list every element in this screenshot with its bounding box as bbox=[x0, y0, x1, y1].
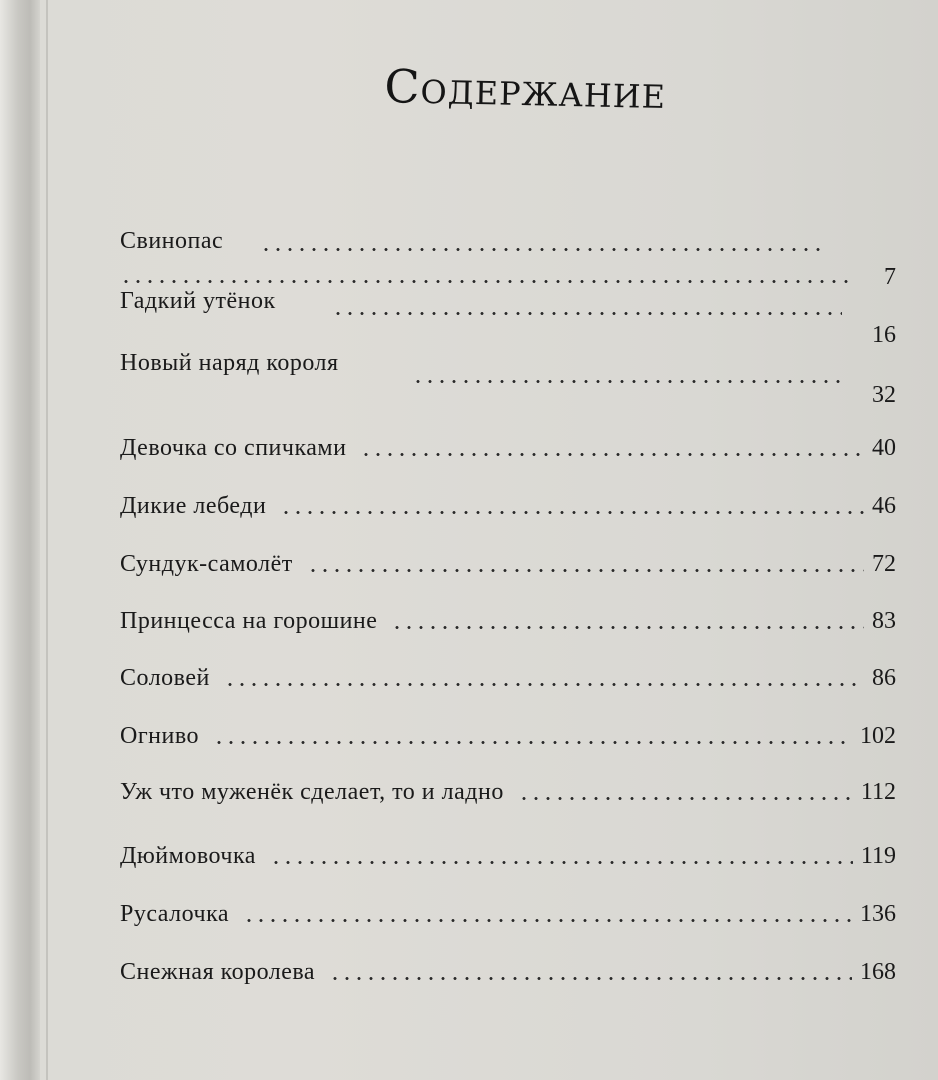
toc-entry-page: 40 bbox=[872, 435, 896, 461]
toc-entry-title: Новый наряд короля bbox=[120, 350, 339, 376]
toc-entry-title: Русалочка bbox=[120, 901, 230, 927]
toc-entry bbox=[120, 716, 896, 750]
toc-entry-title: Снежная королева bbox=[120, 959, 316, 985]
toc-entry bbox=[120, 952, 896, 986]
toc-leader-dots bbox=[213, 741, 852, 744]
toc-entry-page: 86 bbox=[872, 665, 896, 691]
toc-entry-page: 7 bbox=[884, 264, 896, 290]
toc-entry-page: 119 bbox=[860, 843, 896, 869]
toc-leader-dots bbox=[260, 248, 820, 251]
page-title: Содержание bbox=[383, 59, 667, 120]
toc-entry-title: Свинопас bbox=[120, 228, 224, 254]
toc-entry bbox=[120, 658, 896, 692]
toc-leader-dots bbox=[120, 280, 850, 283]
toc-entry-page: 16 bbox=[872, 322, 896, 348]
toc-entry bbox=[120, 772, 896, 806]
toc-entry-title: Дикие лебеди bbox=[120, 493, 267, 519]
toc-entry-title: Огниво bbox=[120, 723, 200, 749]
toc-leader-dots bbox=[329, 977, 852, 980]
toc-leader-dots bbox=[307, 569, 864, 572]
toc-leader-dots bbox=[518, 797, 853, 800]
toc-entry bbox=[120, 894, 896, 928]
toc-leader-dots bbox=[412, 380, 842, 383]
toc-entry-page: 72 bbox=[872, 551, 896, 577]
toc-entry bbox=[120, 350, 896, 422]
toc-entry-page: 46 bbox=[872, 493, 896, 519]
toc-entry-title: Девочка со спичками bbox=[120, 435, 347, 461]
toc-leader-dots bbox=[391, 626, 864, 629]
toc-entry bbox=[120, 544, 896, 578]
toc-entry-page: 83 bbox=[872, 608, 896, 634]
toc-entry bbox=[120, 428, 896, 462]
toc-leader-dots bbox=[270, 861, 853, 864]
toc-entry bbox=[120, 601, 896, 635]
toc-leader-dots bbox=[224, 683, 864, 686]
toc-entry-title: Гадкий утёнок bbox=[120, 288, 276, 314]
toc-entry-page: 112 bbox=[860, 779, 896, 805]
toc-entry-page: 136 bbox=[860, 901, 896, 927]
toc-leader-dots bbox=[332, 312, 842, 315]
toc-entry bbox=[120, 486, 896, 520]
toc-entry-title: Сундук-самолёт bbox=[120, 551, 293, 577]
toc-entry-title: Принцесса на горошине bbox=[120, 608, 378, 634]
toc-entry bbox=[120, 836, 896, 870]
toc-leader-dots bbox=[243, 919, 852, 922]
toc-leader-dots bbox=[360, 453, 864, 456]
toc-leader-dots bbox=[280, 511, 864, 514]
toc-entry-title: Соловей bbox=[120, 665, 210, 691]
toc-entry-page: 168 bbox=[860, 959, 896, 985]
toc-entry-title: Уж что муженёк сделает, то и ладно bbox=[120, 779, 504, 805]
toc-entry-page: 102 bbox=[860, 723, 896, 749]
toc-entry-title: Дюймовочка bbox=[120, 843, 256, 869]
toc-entry-page: 32 bbox=[872, 382, 896, 408]
